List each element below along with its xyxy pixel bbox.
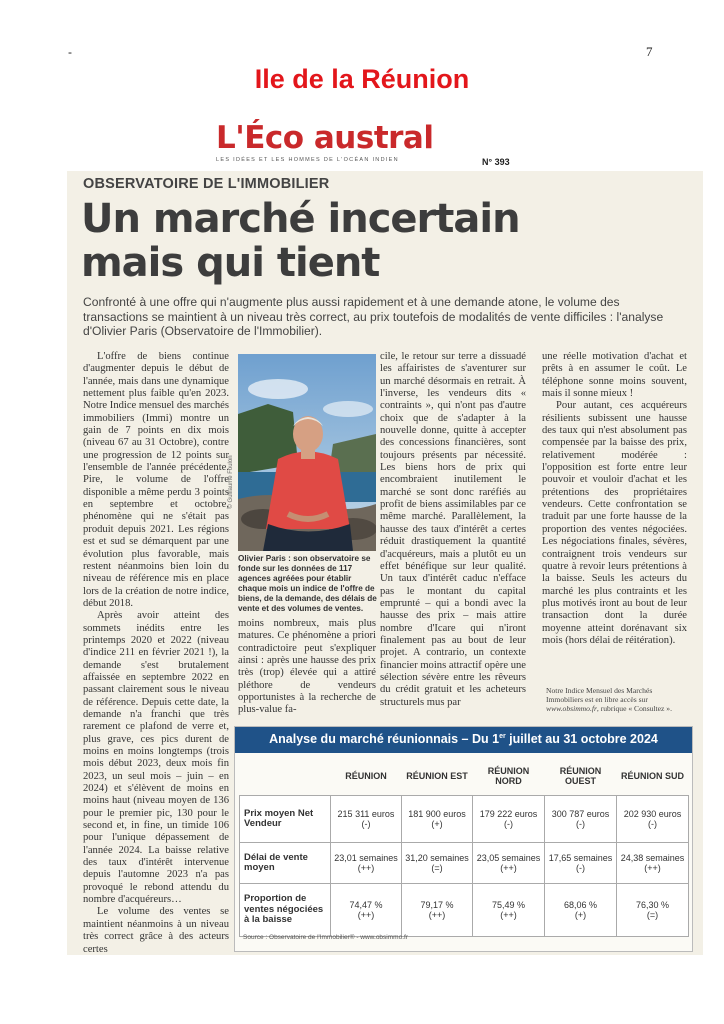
table-title-sup: er: [499, 732, 506, 740]
region-title: Ile de la Réunion: [254, 64, 470, 94]
cell-value: 76,30 %: [635, 899, 670, 910]
table-cell: [402, 796, 473, 843]
headline-line-1: Un marché incertain: [81, 196, 520, 242]
issue-number: N° 393: [482, 157, 510, 167]
cell-value: 202 930 euros: [623, 808, 682, 819]
market-analysis-table-box: [234, 726, 693, 952]
paragraph: Pour autant, ces acquéreurs résilients subissent une hausse des taux qui n'est absolument pas compensée par la baisse des prix, relativement modérée : l'opposition est forte entre leur pouvoir et vouloir d'achat et les prétentions des propriétaires vendeurs. Cette confrontation se traduit par une forte hausse de la proportion des ventes négociées. Les négociations finales, sévères, contraignent trois vendeurs sur quatre à revoir leurs prétentions à la baisse. Seuls les acteurs du marché les plus contraints et les plus motivés iront au bout de leur transaction dont la durée moyenne atteint dorénavant six mois (hors délai de réitération).: [542, 400, 687, 646]
headline-line-2: mais qui tient: [81, 240, 380, 286]
cell-value: 74,47 %: [349, 899, 383, 910]
cell-trend: (-): [504, 819, 513, 829]
article-column-4: [542, 351, 687, 647]
index-note: [546, 686, 689, 714]
cell-value: 215 311 euros: [337, 808, 395, 819]
table-cell: [473, 843, 545, 884]
cell-value: 181 900 euros: [408, 808, 466, 819]
cell-trend: (++): [357, 863, 375, 873]
cell-trend: (=): [431, 863, 443, 873]
table-cell: [402, 843, 473, 884]
article-column-1: [83, 351, 229, 955]
table-cell: [331, 796, 402, 843]
cell-trend: (-): [648, 819, 657, 829]
cell-trend: (=): [646, 910, 659, 920]
table-cell: [331, 843, 402, 884]
cell-trend: (+): [574, 910, 587, 920]
cell-trend: (++): [644, 863, 661, 873]
cell-value: 31,20 semaines: [405, 852, 469, 863]
cell-value: 179 222 euros: [479, 808, 538, 819]
table-cell: [331, 884, 402, 937]
standfirst: Confronté à une offre qui n'augmente plus aussi rapidement et à une demande atone, le volume des transactions se maintient à un niveau très correct, au prix toutefois de modalités de vente difficiles : l'analyse d'Olivier Paris (Observatoire de l'Immobilier).: [83, 295, 664, 338]
paragraph: une réelle motivation d'achat et prêts à en assumer le coût. Le téléphone sonne moins souvent, mais il sonne mieux !: [542, 351, 687, 400]
table-cell: [545, 884, 617, 937]
table-cell: [473, 884, 545, 937]
cell-value: 79,17 %: [420, 899, 454, 910]
table-cell: [617, 796, 689, 843]
paragraph: Après avoir atteint des sommets inédits entre les printemps 2020 et 2022 (niveau d'indice 211 en février 2021 !), la demande s'est brutalement affaissée en septembre 2022 en passant clairement sous le niveau de référence. Depuis cette date, la demande n'a franchi que très rarement ce plafond de verre et, plus grave, ces pics durent de moins en moins longtemps (trois mois début 2023, deux mois fin 2023, un seul mois – juin – en 2024) et s'élèvent de moins en moins haut (niveau moyen de 136 pour le premier pic, 130 pour le second et, in fine, un timide 106 pour l'unique dépassement de l'année 2024. La baisse relative des taux d'intérêt intervenue depuis l'automne 2023 n'a pas provoqué le rebond attendu du nombre d'acquéreurs…: [83, 610, 229, 906]
table-title-post: juillet au 31 octobre 2024: [505, 732, 658, 746]
headline: [81, 197, 681, 285]
page-number: 7: [646, 44, 653, 59]
table-cell: [617, 843, 689, 884]
publication-logo: L'Éco austral: [216, 120, 434, 156]
table-row: [240, 796, 689, 843]
table-title: [235, 732, 692, 746]
photo-caption: Olivier Paris : son observatoire se fonde sur les données de 117 agences agréées pour établir chaque mois un indice de l'offre de biens, de la demande, des délais de vente et des volumes de ventes.: [238, 554, 377, 613]
row-label: Délai de vente moyen: [240, 843, 331, 884]
cell-value: 24,38 semaines: [620, 852, 685, 863]
cell-value: 68,06 %: [563, 899, 598, 910]
row-label: Proportion de ventes négociées à la baisse: [240, 884, 331, 937]
cell-value: 23,01 semaines: [334, 852, 398, 863]
cell-value: 23,05 semaines: [476, 852, 541, 863]
row-label: Prix moyen Net Vendeur: [240, 796, 331, 843]
table-row: [240, 884, 689, 937]
table-corner: [240, 757, 331, 796]
column-header: RÉUNION EST: [406, 771, 468, 781]
cell-trend: (++): [500, 863, 517, 873]
photo-credit-text: © Guillaume Foulon: [228, 455, 234, 509]
note-text: Notre Indice Mensuel des Marchés Immobiliers est en libre accès sur: [546, 686, 653, 705]
cell-trend: (-): [576, 819, 585, 829]
table-cell: [402, 884, 473, 937]
cell-trend: (++): [500, 910, 517, 920]
photo-credit: [225, 431, 239, 541]
cell-trend: (+): [431, 819, 443, 829]
table-cell: [545, 796, 617, 843]
article-column-3: [380, 351, 526, 709]
table-cell: [617, 884, 689, 937]
article-scan: [67, 171, 703, 955]
column-header: RÉUNION SUD: [620, 771, 684, 781]
article-column-2: [238, 618, 376, 717]
cell-trend: (-): [576, 863, 585, 873]
column-header: RÉUNION OUEST: [559, 766, 602, 786]
cell-value: 300 787 euros: [551, 808, 610, 819]
note-end: , rubrique « Consultez ».: [596, 704, 673, 714]
column-header: RÉUNION NORD: [487, 766, 530, 786]
cell-trend: (++): [428, 910, 446, 920]
paragraph: Le volume des ventes se maintient néanmoins à un niveau très correct grâce à des acteurs certes: [83, 906, 229, 955]
table-cell: [545, 843, 617, 884]
cell-trend: (++): [357, 910, 375, 920]
paragraph: L'offre de biens continue d'augmenter depuis le début de l'année, mais dans une dynamique nettement plus faible qu'en 2023. Notre Indice mensuel des marchés immobiliers (Immi) montre un gain de 7 points en dix mois (niveau 67 au 31 Octobre), contre une progression de 12 points sur l'ensemble de l'année précédente. Pire, le volume de l'offre disponible a même perdu 3 points en septembre et octobre, phénomène qui ne s'était pas produit depuis 2021. Les régions est et sud se démarquent par une évolution plus favorable, mais restent néanmoins bien loin du niveau de référence mis en place lors de la création de notre indice, début 2018.: [83, 351, 229, 609]
logo-tagline: LES IDÉES ET LES HOMMES DE L'OCÉAN INDIEN: [216, 157, 399, 163]
column-header: RÉUNION: [345, 771, 387, 781]
section-label: OBSERVATOIRE DE L'IMMOBILIER: [83, 176, 330, 192]
cell-trend: (-): [361, 819, 371, 829]
portrait-illustration: [238, 354, 376, 551]
cell-value: 17,65 semaines: [548, 852, 613, 863]
table-source: Source : Observatoire de l'Immobilier® - www.obsimmo.fr: [243, 934, 408, 941]
table-title-pre: Analyse du marché réunionnais – Du 1: [269, 732, 500, 746]
table-cell: [473, 796, 545, 843]
cell-value: 75,49 %: [491, 899, 526, 910]
page-dash: -: [68, 45, 72, 59]
paragraph: moins nombreux, mais plus matures. Ce phénomène a priori contradictoire peut s'expliquer ainsi : après une hausse des prix très (trop) élevée qui a attiré pléthore de vendeurs opportunistes à la recherche de plus-value fa-: [238, 618, 376, 716]
paragraph: cile, le retour sur terre a dissuadé les affairistes de s'aventurer sur un marché désormais en retrait. À l'inverse, les vendeurs dits « contraints », qui n'ont pas d'autre choix que de s'adapter à la nouvelle donne, quitte à accepter des concessions financières, sont toujours présents par nécessité. Les biens hors de prix qui encombraient inutilement le marché se sont donc raréfiés au profit de biens assimilables par ce même marché. Parallèlement, la hausse des taux d'intérêt a certes réduit drastiquement la quantité d'acquéreurs, mais a plutôt eu un effet bénéfique sur leur qualité. Un taux d'intérêt caduc n'efface pas le montant du capital emprunté – qui a bondi avec la hausse des prix – mais attire nombre d'Icare qui n'iront finalement pas au bout de leur projet. A contrario, un contexte financier moins attractif opère une sélection sévère entre les rêveurs du crédit gratuit et les acheteurs structurels mus par: [380, 351, 526, 708]
note-link[interactable]: www.obsimmo.fr: [546, 704, 597, 714]
portrait-photo: [238, 354, 376, 551]
market-analysis-table: [239, 757, 689, 937]
table-row: [240, 843, 689, 884]
